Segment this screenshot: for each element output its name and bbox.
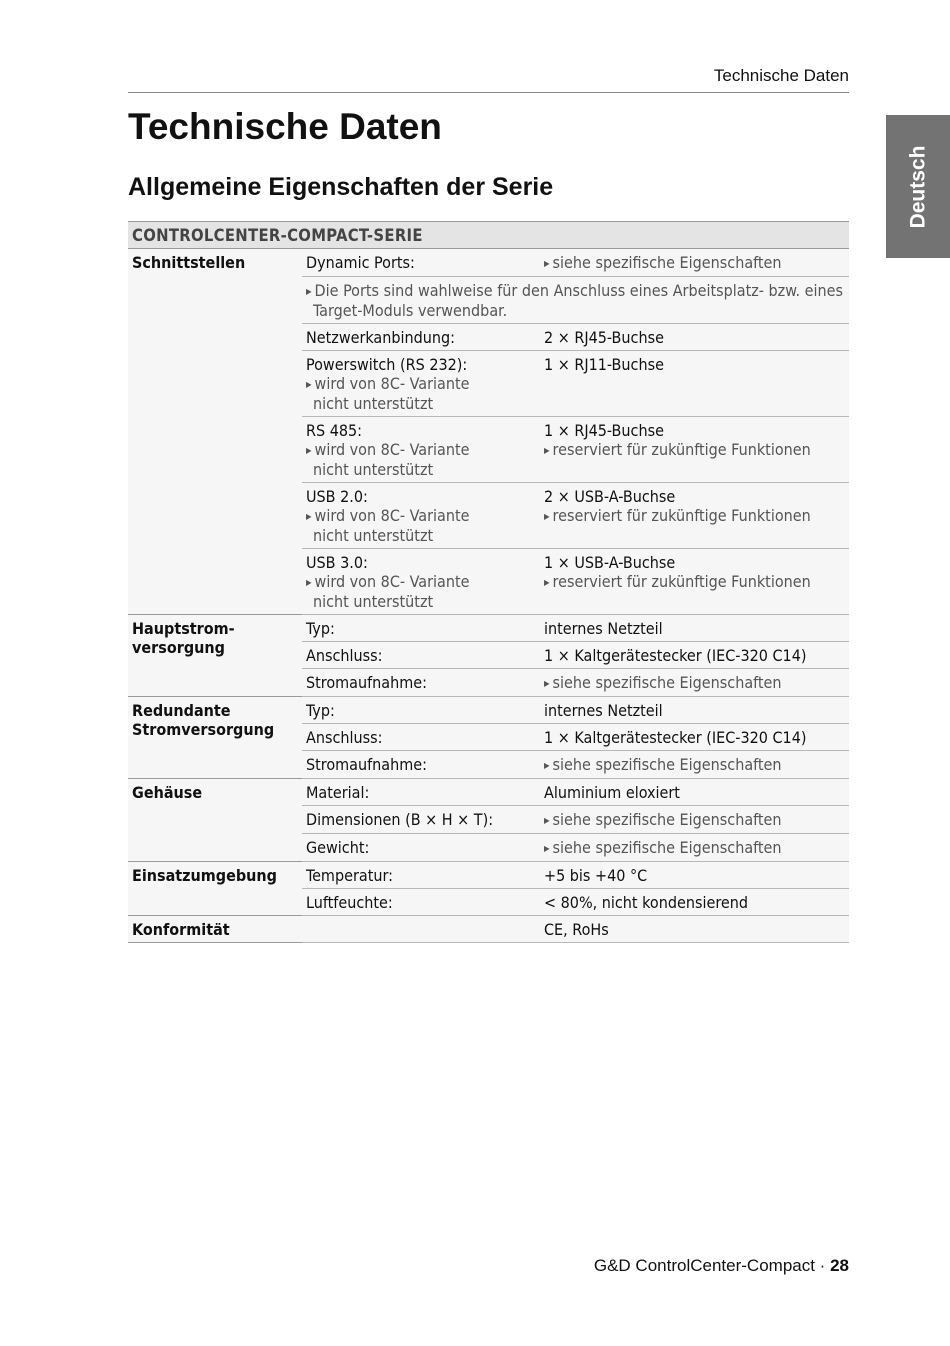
table-row bbox=[128, 697, 849, 724]
category-einsatzumgebung: Einsatzumgebung bbox=[128, 862, 302, 916]
table-row bbox=[128, 249, 849, 277]
row-value: 1 × RJ45-Buchse ▶ reserviert für zukünftige Funktionen bbox=[540, 417, 849, 483]
category-gehaeuse: Gehäuse bbox=[128, 779, 302, 862]
arrow-right-icon: ▶ bbox=[544, 259, 550, 268]
arrow-right-icon: ▶ bbox=[544, 578, 550, 587]
arrow-right-icon: ▶ bbox=[544, 844, 550, 853]
row-key: Anschluss: bbox=[302, 642, 540, 669]
row-value: +5 bis +40 °C bbox=[540, 862, 849, 889]
row-value: ▶ siehe spezifische Eigenschaften bbox=[540, 834, 849, 862]
row-key: RS 485: ▶ wird von 8C- Variante nicht unterstützt bbox=[302, 417, 540, 483]
series-header: CONTROLCENTER-COMPACT-SERIE bbox=[128, 222, 849, 249]
row-key: Dynamic Ports: bbox=[302, 249, 540, 277]
row-value: 1 × USB-A-Buchse ▶ reserviert für zukünftige Funktionen bbox=[540, 549, 849, 615]
page-footer bbox=[128, 1256, 849, 1276]
table-row bbox=[128, 615, 849, 642]
section-title: Allgemeine Eigenschaften der Serie bbox=[128, 173, 554, 201]
arrow-right-icon: ▶ bbox=[306, 578, 312, 587]
row-value: ▶ siehe spezifische Eigenschaften bbox=[540, 249, 849, 277]
row-value: 2 × USB-A-Buchse ▶ reserviert für zukünftige Funktionen bbox=[540, 483, 849, 549]
language-tab-label: Deutsch bbox=[906, 145, 930, 228]
footer-product: G&D ControlCenter-Compact · bbox=[593, 1256, 826, 1275]
row-key: Luftfeuchte: bbox=[302, 889, 540, 916]
table-header-row bbox=[128, 222, 849, 249]
category-konformitaet: Konformität bbox=[128, 916, 302, 943]
arrow-right-icon: ▶ bbox=[306, 380, 312, 389]
arrow-right-icon: ▶ bbox=[544, 679, 550, 688]
row-key: Typ: bbox=[302, 697, 540, 724]
category-schnittstellen: Schnittstellen bbox=[128, 249, 302, 615]
arrow-right-icon: ▶ bbox=[306, 446, 312, 455]
row-value: internes Netzteil bbox=[540, 615, 849, 642]
page-title: Technische Daten bbox=[128, 106, 442, 147]
table-row bbox=[128, 916, 849, 943]
row-value: 2 × RJ45-Buchse bbox=[540, 324, 849, 351]
row-key: Powerswitch (RS 232): ▶ wird von 8C- Variante nicht unterstützt bbox=[302, 351, 540, 417]
arrow-right-icon: ▶ bbox=[544, 761, 550, 770]
arrow-right-icon: ▶ bbox=[544, 512, 550, 521]
row-value: ▶ siehe spezifische Eigenschaften bbox=[540, 751, 849, 779]
row-value: < 80%, nicht kondensierend bbox=[540, 889, 849, 916]
row-key: Typ: bbox=[302, 615, 540, 642]
row-value: ▶ siehe spezifische Eigenschaften bbox=[540, 669, 849, 697]
category-redundante-stromversorgung: Redundante Stromversorgung bbox=[128, 697, 302, 779]
row-value: 1 × Kaltgerätestecker (IEC-320 C14) bbox=[540, 724, 849, 751]
row-value: 1 × RJ11-Buchse bbox=[540, 351, 849, 417]
page-number: 28 bbox=[830, 1256, 849, 1275]
row-key: Material: bbox=[302, 779, 540, 806]
row-value: internes Netzteil bbox=[540, 697, 849, 724]
row-value: ▶ siehe spezifische Eigenschaften bbox=[540, 806, 849, 834]
row-key: Anschluss: bbox=[302, 724, 540, 751]
table-row bbox=[128, 779, 849, 806]
running-header: Technische Daten bbox=[713, 66, 849, 85]
header-rule bbox=[128, 92, 849, 93]
category-hauptstromversorgung: Hauptstrom- versorgung bbox=[128, 615, 302, 697]
row-value: 1 × Kaltgerätestecker (IEC-320 C14) bbox=[540, 642, 849, 669]
arrow-right-icon: ▶ bbox=[306, 512, 312, 521]
row-value: Aluminium eloxiert bbox=[540, 779, 849, 806]
row-key: Gewicht: bbox=[302, 834, 540, 862]
arrow-right-icon: ▶ bbox=[306, 287, 312, 296]
language-tab[interactable] bbox=[886, 115, 950, 258]
ports-note: ▶ Die Ports sind wahlweise für den Anschluss eines Arbeitsplatz- bzw. eines Target-Moduls verwendbar. bbox=[302, 277, 849, 324]
row-key: USB 2.0: ▶ wird von 8C- Variante nicht unterstützt bbox=[302, 483, 540, 549]
spec-table bbox=[128, 221, 849, 943]
table-row bbox=[128, 862, 849, 889]
arrow-right-icon: ▶ bbox=[544, 816, 550, 825]
row-key: Netzwerkanbindung: bbox=[302, 324, 540, 351]
row-key: Dimensionen (B × H × T): bbox=[302, 806, 540, 834]
row-key bbox=[302, 916, 540, 943]
row-key: Stromaufnahme: bbox=[302, 669, 540, 697]
arrow-right-icon: ▶ bbox=[544, 446, 550, 455]
row-key: Stromaufnahme: bbox=[302, 751, 540, 779]
row-key: Temperatur: bbox=[302, 862, 540, 889]
row-value: CE, RoHs bbox=[540, 916, 849, 943]
row-key: USB 3.0: ▶ wird von 8C- Variante nicht unterstützt bbox=[302, 549, 540, 615]
